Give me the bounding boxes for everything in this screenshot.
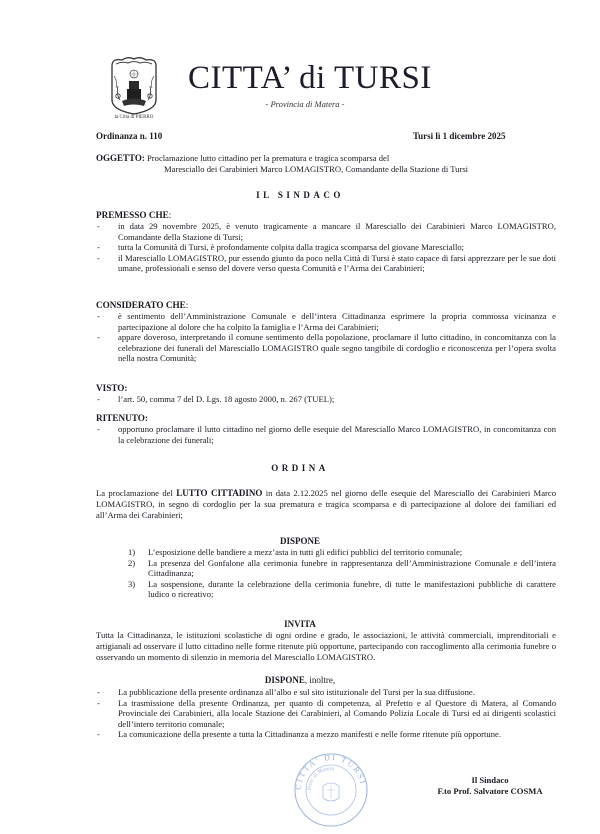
section-label [96, 209, 556, 221]
section-premesso [96, 209, 556, 274]
list-item [96, 698, 556, 730]
section-considerato [96, 299, 556, 364]
stamp-text-inner: Prov. di Matera [306, 765, 335, 791]
stamp-text-outer: CITTA' DI TURSI [293, 752, 368, 791]
subject-line-2: Maresciallo dei Carabinieri Marco LOMAGISTRO, Comandante della Stazione di Tursi [164, 164, 469, 174]
ordina-text-after: in data 2.12.2025 nel giorno delle esequie del Maresciallo dei Carabinieri Marco LOMAGISTRO, in segno di cordoglio per la sua prematura e tragica scomparsa e di partecipazione al dolore dei familiari ed all’Arma dei Carabinieri; [96, 488, 556, 520]
ordina-paragraph [96, 488, 556, 520]
list-item [96, 394, 556, 405]
dispone-list [128, 547, 556, 600]
subject-block [96, 153, 556, 175]
item-number: 2) [128, 557, 136, 568]
list-item [96, 221, 556, 242]
label-colon: : [185, 300, 189, 310]
heading-il-sindaco: IL SINDACO [256, 190, 344, 200]
section-label: VISTO: [96, 383, 128, 393]
official-stamp-icon [293, 752, 369, 828]
list-item-text: opportuno proclamare il lutto cittadino nel giorno delle esequie del Maresciallo Marco LOMAGISTRO, in concomitanza con la celebrazione dei funerali; [118, 424, 556, 445]
numbered-item [128, 547, 556, 558]
section-ritenuto [96, 412, 556, 445]
city-title: CITTA’ di TURSI [188, 60, 432, 96]
list-item-text: La pubblicazione della presente ordinanza all’albo e sul sito istituzionale del Tursi per la sua diffusione. [118, 687, 475, 697]
coat-of-arms-icon [104, 56, 164, 118]
list-item [96, 729, 556, 740]
item-text: L’esposizione delle bandiere a mezz’asta in tutti gli edifici pubblici del territorio comunale; [148, 547, 463, 557]
place-date: Tursi lì 1 dicembre 2025 [413, 131, 506, 141]
ordina-text-bold: LUTTO CITTADINO [176, 488, 263, 498]
bullet: - [97, 332, 100, 343]
dispone-inoltre-list [96, 687, 556, 740]
item-text: La sospensione, durante la celebrazione della cerimonia funebre, di tutte le manifestazioni pubbliche di carattere ludico o ricreativo; [148, 578, 556, 600]
subject-line-1: Proclamazione lutto cittadino per la prematura e tragica scomparsa del [147, 153, 390, 163]
list-item-text: è sentimento dell’Amministrazione Comunale e dell’intera Cittadinanza esprimere la propria commossa vicinanza e partecipazione al dolore che ha colpito la famiglia e l’Arma dei Carabinieri; [118, 311, 556, 332]
heading-dispone-inoltre [0, 675, 600, 685]
bullet: - [97, 394, 100, 404]
section-label: RITENUTO: [96, 413, 148, 423]
label-text: CONSIDERATO CHE [96, 300, 186, 310]
bullet: - [97, 252, 100, 263]
list-item-text: tutta la Comunità di Tursi, è profondamente colpita dalla tragica scomparsa del giovane Maresciallo; [118, 242, 465, 253]
list-item-text: La trasmissione della presente Ordinanza, per quanto di competenza, al Prefetto e al Questore di Matera, al Comando Provinciale dei Carabinieri, alla locale Stazione dei Carabinieri, al Comando Polizia Locale di Tursi ed ai dirigenti scolastici dell’intero territorio comunale; [118, 697, 556, 729]
item-text: La presenza del Gonfalone alla cerimonia funebre in rappresentanza dell’Amministrazione Comunale e dell’intera Cittadinanza; [148, 557, 556, 579]
dispone-inoltre-rest: , inoltre, [304, 675, 336, 685]
ordina-text-before: La proclamazione del [96, 488, 177, 498]
bullet: - [97, 221, 100, 231]
numbered-item [128, 558, 556, 579]
invita-paragraph: Tutta la Cittadinanza, le istituzioni scolastiche di ogni ordine e grado, le associazioni, le attività commerciali, imprenditoriali e artigianali ad osservare il lutto cittadino nelle forme ritenute più opportune, partecipando con raccoglimento alla cerimonia funebre o osservando un momento di silenzio in memoria del Maresciallo LOMAGISTRO. [96, 630, 556, 662]
item-number: 1) [128, 547, 136, 557]
list-item [96, 242, 556, 253]
list-item-text: in data 29 novembre 2025, è venuto tragicamente a mancare il Maresciallo dei Carabinieri Marco LOMAGISTRO, Comandante della Stazione di Tursi; [118, 221, 556, 242]
logo-caption: la Città di PIERRO [114, 115, 154, 120]
dispone-inoltre-bold: DISPONE [264, 675, 305, 685]
list-item-text: il Maresciallo LOMAGISTRO, pur essendo giunto da poco nella Città di Tursi è stato capace di farsi apprezzare per le sue doti umane, professionali e senso del dovere verso questa Comunità e l’Arma dei Carabinieri; [118, 252, 556, 274]
list-item-text: La comunicazione della presente a tutta la Cittadinanza a mezzo manifesti e nelle forme ritenute più opportune. [118, 729, 501, 740]
bullet: - [97, 697, 100, 708]
list-item [96, 424, 556, 445]
heading-ordina: ORDINA [271, 463, 329, 473]
signature-title: Il Sindaco [471, 775, 509, 785]
list-item-text: l’art. 50, comma 7 del D. Lgs. 18 agosto 2000, n. 267 (TUEL); [118, 394, 335, 404]
label-colon: : [168, 210, 172, 220]
bullet: - [97, 687, 100, 697]
label-text: PREMESSO CHE [96, 210, 169, 220]
bullet: - [97, 242, 100, 253]
province-subtitle: - Provincia di Matera - [265, 99, 345, 109]
section-label [96, 299, 556, 311]
ordinance-number: Ordinanza n. 110 [96, 131, 163, 141]
heading-invita: INVITA [284, 619, 316, 629]
bullet: - [97, 311, 100, 321]
signature-block [430, 775, 550, 797]
bullet: - [97, 424, 100, 434]
section-visto [96, 382, 556, 405]
numbered-item [128, 579, 556, 600]
list-item [96, 311, 556, 332]
subject-label: OGGETTO: [96, 153, 145, 163]
item-number: 3) [128, 578, 136, 589]
heading-dispone: DISPONE [279, 536, 320, 546]
list-item [96, 332, 556, 364]
bullet: - [97, 729, 100, 740]
list-item [96, 687, 556, 698]
list-item [96, 253, 556, 274]
signature-name: F.to Prof. Salvatore COSMA [437, 786, 543, 796]
list-item-text: appare doveroso, interpretando il comune sentimento della popolazione, proclamare il lutto cittadino, in concomitanza con la celebrazione dei funerali del Maresciallo LOMAGISTRO quale segno tangibile di cordoglio e riconoscenza per l’opera svolta nella nostra Comunità; [118, 332, 556, 364]
